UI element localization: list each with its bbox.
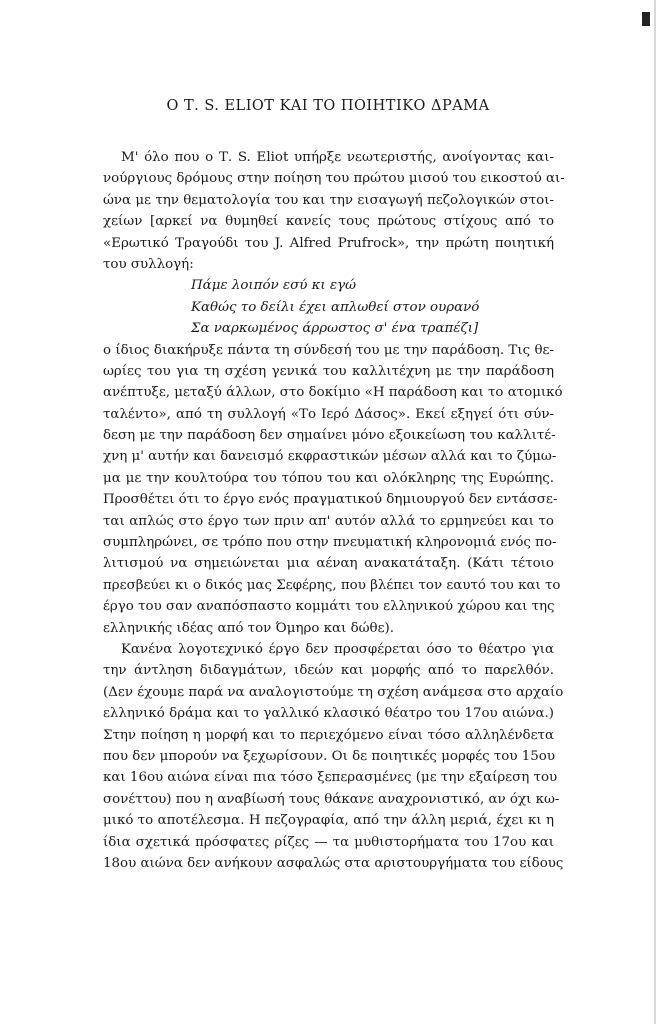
text-line: ο ίδιος διακήρυξε πάντα τη σύνδεσή του με την παράδοση. Τις θε- — [103, 342, 554, 358]
text-line: Προσθέτει ότι το έργο ενός πραγματικού δημιουργού δεν εντάσσε- — [103, 492, 558, 508]
text-line: σονέττου) που η αναβίωσή τους θάκανε αναχρονιστικό, αν όχι κω- — [103, 791, 560, 807]
text-line: 18ου αιώνα δεν ανήκουν ασφαλώς στα αριστουργήματα του είδους — [103, 855, 564, 871]
text-line: ωρίες του για τη σχέση γενικά του καλλιτέχνη με την παράδοση — [103, 363, 554, 379]
text-line: ταλέντο», από τη συλλογή «Το Ιερό Δάσος». Εκεί εξηγεί ότι σύν- — [103, 406, 554, 422]
text-line: Στην ποίηση η μορφή και το περιεχόμενο είναι τόσο αλληλένδετα — [103, 727, 554, 743]
text-line: λιτισμού να σημειώνεται μια αέναη ανακατάταξη. (Κάτι τέτοιο — [103, 556, 554, 572]
text-line: του συλλογή: — [103, 256, 194, 272]
text-line: χείων [αρκεί να θυμηθεί κανείς τους πρώτους στίχους από το — [103, 214, 554, 230]
text-line: ανέπτυξε, μεταξύ άλλων, στο δοκίμιο «Η παράδοση και το ατομικό — [103, 385, 563, 401]
text-line: «Ερωτικό Τραγούδι του J. Alfred Prufrock», την πρώτη ποιητική — [103, 235, 554, 251]
text-line: μα με την κουλτούρα του τόπου του και ολόκληρης της Ευρώπης. — [103, 470, 554, 486]
poem-line: Πάμε λοιπόν εσύ κι εγώ — [191, 278, 357, 294]
text-line: ελληνικό δράμα και το γαλλικό κλασικό θέατρο του 17ου αιώνα.) — [103, 706, 554, 722]
body-text — [103, 147, 565, 874]
text-line: έργο του σαν αναπόσπαστο κομμάτι του ελληνικού χώρου και της — [103, 599, 555, 615]
text-line: δεση με την παράδοση δεν σημαίνει μόνο εξοικείωση του καλλιτέ- — [103, 428, 556, 444]
text-line: και 16ου αιώνα είναι πια τόσο ξεπερασμένες (με την εξαίρεση του — [103, 770, 558, 786]
poem-line: Καθώς το δείλι έχει απλωθεί στον ουρανό — [191, 299, 480, 315]
text-line: (Δεν έχουμε παρά να αναλογιστούμε τη σχέση ανάμεσα στο αρχαίο — [103, 684, 564, 700]
text-line: νούργιους δρόμους στην ποίηση του πρώτου μισού του εικοστού αι- — [103, 171, 565, 187]
scan-corner-mark — [642, 12, 650, 26]
poem-line: Σα ναρκωμένος άρρωστος σ' ένα τραπέζι] — [191, 321, 479, 337]
text-line: συμπληρώνει, σε τρόπο που στην πνευματική κληρονομιά ενός πο- — [103, 535, 557, 551]
text-line: που δεν μπορούν να ξεχωρίσουν. Οι δε ποιητικές μορφές του 15ου — [103, 748, 556, 764]
text-line: ται απλώς στο έργο των πριν απ' αυτόν αλλά το ερμηνεύει και το — [103, 513, 554, 529]
text-line: ίδια σχετικά πρόσφατες ρίζες — τα μυθιστορήματα του 17ου και — [103, 834, 554, 850]
text-line: Μ' όλο που ο Τ. S. Eliot υπήρξε νεωτεριστής, ανοίγοντας και- — [121, 150, 554, 165]
text-line: μικό το αποτέλεσμα. Η πεζογραφία, από την άλλη μεριά, έχει κι η — [103, 813, 554, 829]
chapter-title: Ο Τ. S. ELIOT ΚΑΙ ΤΟ ΠΟΙΗΤΙΚΟ ΔΡΑΜΑ — [166, 98, 490, 114]
text-line: ώνα με την θεματολογία του και την εισαγωγή πεζολογικών στοι- — [103, 192, 554, 208]
text-line: την άντληση διδαγμάτων, ιδεών και μορφής από το παρελθόν. — [103, 663, 554, 679]
text-line: χνη μ' αυτήν και δανεισμό εκφραστικών μέσων αλλά και το ζύμω- — [103, 449, 557, 465]
text-line: πρεσβεύει κι ο δικός μας Σεφέρης, που βλέπει τον εαυτό του και το — [103, 577, 561, 593]
text-line: Κανένα λογοτεχνικό έργο δεν προσφέρεται όσο το θέατρο για — [121, 641, 554, 657]
text-line: ελληνικής ιδέας από τον Όμηρο και δώθε). — [103, 620, 395, 636]
